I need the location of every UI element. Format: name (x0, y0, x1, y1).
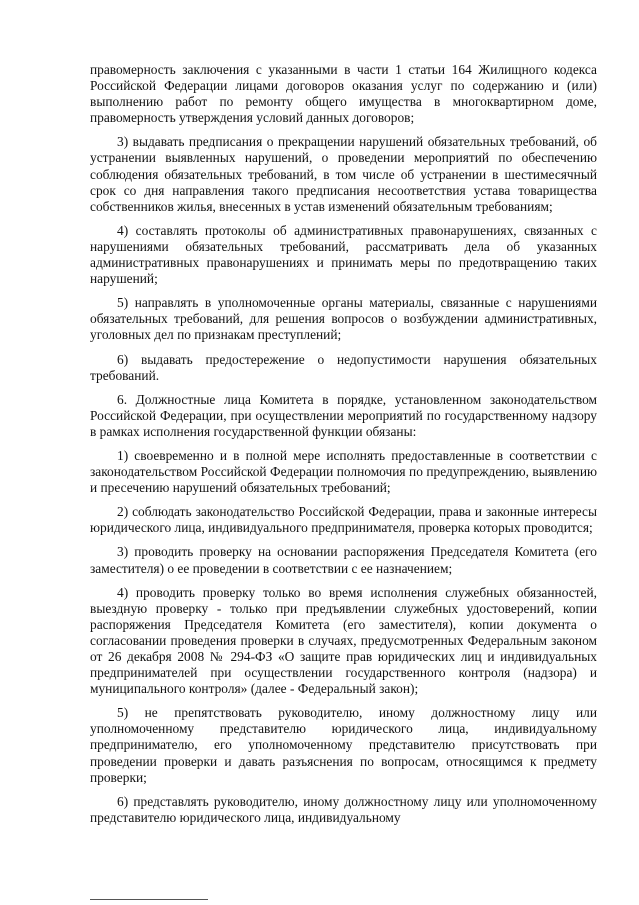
document-body (90, 62, 597, 834)
paragraph-obligation-6: 6) представлять руководителю, иному должностному лицу или уполномоченному представителю юридического лица, индивидуальному (90, 793, 597, 825)
paragraph-obligation-3: 3) проводить проверку на основании распоряжения Председателя Комитета (его заместителя) о ее проведении в соответствии с ее назначением; (90, 544, 597, 576)
paragraph-item-5-materials: 5) направлять в уполномоченные органы материалы, связанные с нарушениями обязательных требований, для решения вопросов о возбуждении административных, уголовных дел по признакам преступлений; (90, 295, 597, 343)
paragraph-obligation-5: 5) не препятствовать руководителю, иному должностному лицу или уполномоченному представителю юридического лица, индивидуальному предпринимателю, его уполномоченному представителю присутствовать при проведении проверки и давать разъяснения по вопросам, относящимся к предмету проверки; (90, 705, 597, 785)
footer-divider (90, 899, 208, 900)
paragraph-item-4-protocols: 4) составлять протоколы об административных правонарушениях, связанных с нарушениями обязательных требований, рассматривать дела об указанных административных правонарушениях и принимать меры по предотвращению таких нарушений; (90, 222, 597, 287)
paragraph-item-6-warning: 6) выдавать предостережение о недопустимости нарушения обязательных требований. (90, 351, 597, 383)
paragraph-obligation-2: 2) соблюдать законодательство Российской Федерации, права и законные интересы юридического лица, индивидуального предпринимателя, проверка которых проводится; (90, 504, 597, 536)
paragraph-obligation-1: 1) своевременно и в полной мере исполнять предоставленные в соответствии с законодательством Российской Федерации полномочия по предупреждению, выявлению и пресечению нарушений обязательных требований; (90, 447, 597, 496)
paragraph-continuation: правомерность заключения с указанными в части 1 статьи 164 Жилищного кодекса Российской Федерации лицами договоров оказания услуг по содержанию и (или) выполнению работ по ремонту общего имущества в многоквартирном доме, правомерность утверждения условий данных договоров; (90, 62, 597, 126)
paragraph-section-6-obligations: 6. Должностные лица Комитета в порядке, установленном законодательством Российской Федерации, при осуществлении мероприятий по государственному надзору в рамках исполнения государственной функции обязаны: (90, 391, 597, 439)
paragraph-item-3-prescriptions: 3) выдавать предписания о прекращении нарушений обязательных требований, об устранении выявленных нарушений, о проведении мероприятий по обеспечению соблюдения обязательных требований, в том числе об устранении в шестимесячный срок со дня направления такого предписания несоответствия устава товарищества собственников жилья, внесенных в устав изменений обязательным требованиям; (90, 134, 597, 214)
paragraph-obligation-4: 4) проводить проверку только во время исполнения служебных обязанностей, выездную проверку - только при предъявлении служебных удостоверений, копии распоряжения Председателя Комитета (его заместителя), копии документа о согласовании проведения проверки в случаях, предусмотренных Федеральным законом от 26 декабря 2008 № 294-ФЗ «О защите прав юридических лиц и индивидуальных предпринимателей при осуществлении государственного контроля (надзора) и муниципального контроля» (далее - Федеральный закон); (90, 584, 597, 697)
